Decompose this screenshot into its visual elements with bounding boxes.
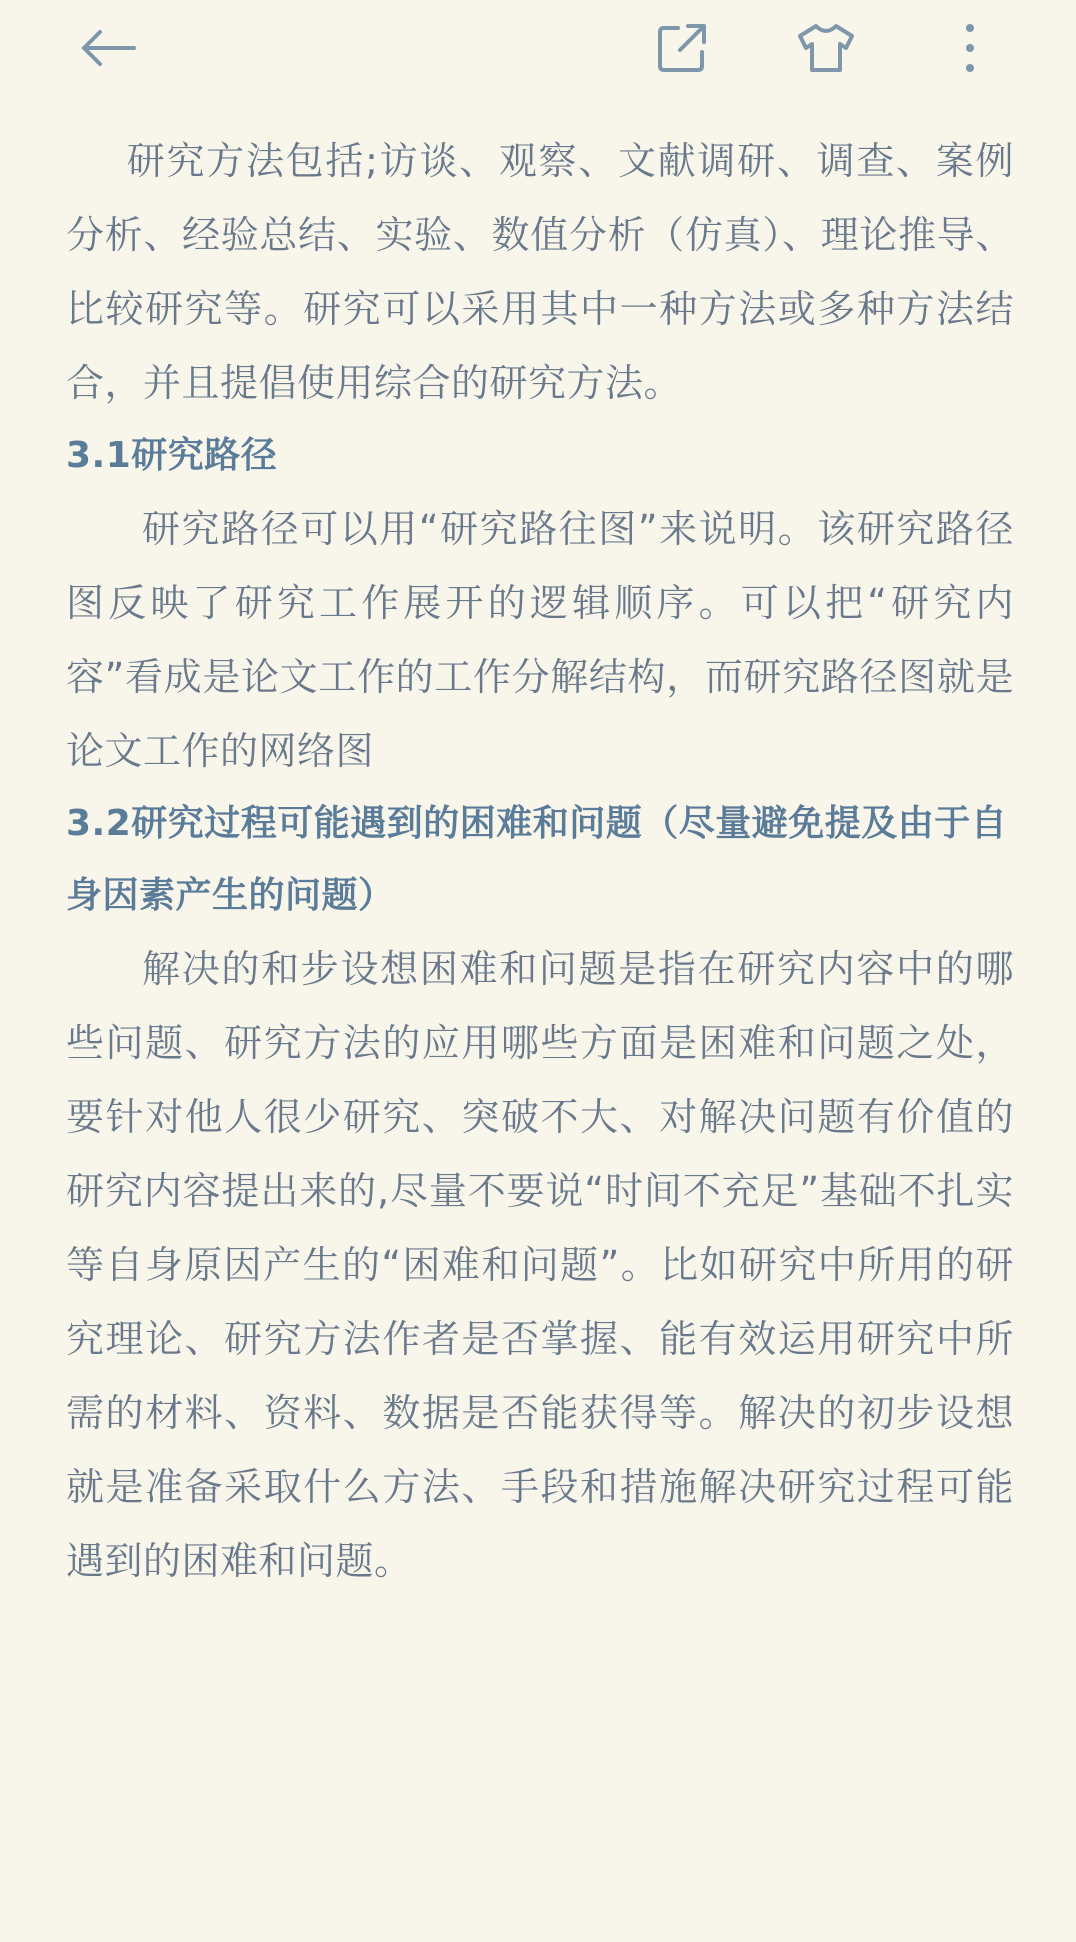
back-button[interactable]: [68, 8, 148, 88]
more-vertical-icon: [962, 20, 978, 76]
paragraph-research-path: 研究路径可以用“研究路往图”来说明。该研究路径图反映了研究工作展开的逻辑顺序。可以把“研究内容”看成是论文工作的工作分解结构，而研究路径图就是论文工作的网络图: [66, 507, 1014, 773]
arrow-left-icon: [76, 24, 140, 72]
share-button[interactable]: [642, 8, 722, 88]
tshirt-icon: [796, 20, 856, 76]
top-toolbar: [0, 0, 1076, 96]
paragraph-research-methods: 研究方法包括;访谈、观察、文献调研、调查、案例分析、经验总结、实验、数值分析（仿真）、理论推导、比较研究等。研究可以采用其中一种方法或多种方法结合，并且提倡使用综合的研究方法。: [66, 139, 1014, 405]
heading-research-path: 3.1研究路径: [66, 435, 278, 476]
heading-difficulties: 3.2研究过程可能遇到的困难和问题（尽量避免提及由于自身因素产生的问题）: [66, 803, 1008, 916]
article-content: [66, 124, 1014, 1598]
theme-button[interactable]: [786, 8, 866, 88]
paragraph-difficulties: 解决的和步设想困难和问题是指在研究内容中的哪些问题、研究方法的应用哪些方面是困难和问题之处，要针对他人很少研究、突破不大、对解决问题有价值的研究内容提出来的,尽量不要说“时间不充足”基础不扎实等自身原因产生的“困难和问题”。比如研究中所用的研究理论、研究方法作者是否掌握、能有效运用研究中所需的材料、资料、数据是否能获得等。解决的初步设想就是准备采取什么方法、手段和措施解决研究过程可能遇到的困难和问题。: [66, 947, 1014, 1583]
more-options-button[interactable]: [930, 8, 1010, 88]
external-share-icon: [654, 20, 710, 76]
